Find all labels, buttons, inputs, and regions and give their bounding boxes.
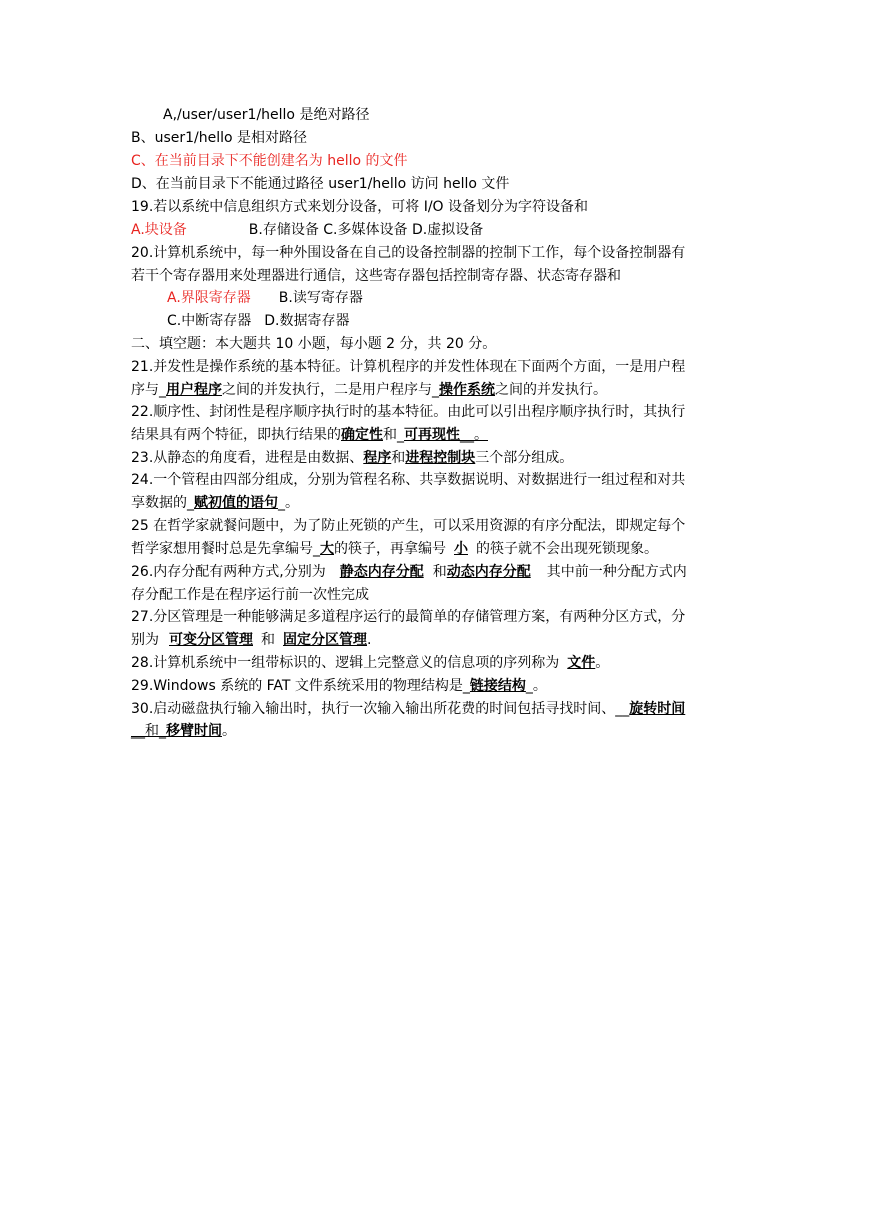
q30-text: 30.启动磁盘执行输入输出时，执行一次输入输出所花费的时间包括寻找时间、__ bbox=[131, 701, 630, 717]
q26-answer-2: 动态内存分配 bbox=[446, 564, 531, 580]
q23-text: 23.从静态的角度看，进程是由数据、 bbox=[131, 450, 364, 466]
q20-options-row2 bbox=[167, 310, 777, 333]
q29-text: 29.Windows 系统的 FAT 文件系统采用的物理结构是_ bbox=[131, 678, 470, 694]
q25-text: 哲学家想用餐时总是先拿编号_ bbox=[131, 541, 320, 557]
q19-stem: 19.若以系统中信息组织方式来划分设备，可将 I/O 设备划分为字符设备和 bbox=[131, 199, 589, 215]
q27-answer-2: 固定分区管理 bbox=[283, 632, 367, 648]
q23-text: 和 bbox=[391, 450, 406, 466]
q26-answer-1: 静态内存分配 bbox=[339, 564, 424, 580]
q20-option-c: C.中断寄存器 bbox=[167, 313, 252, 329]
q26-text: 26.内存分配有两种方式,分别为 bbox=[131, 564, 326, 580]
q21-text: 之间的并发执行。 bbox=[495, 382, 607, 398]
q25-text: 的筷子，再拿编号 bbox=[334, 541, 446, 557]
q21-text: 序与_ bbox=[131, 382, 166, 398]
q21-line2 bbox=[131, 379, 741, 402]
q20-option-a-answer: A.界限寄存器 bbox=[167, 290, 251, 306]
q28-text: 。 bbox=[595, 655, 610, 671]
q27-text: 和 bbox=[261, 632, 275, 648]
q22-line2 bbox=[131, 424, 741, 447]
q24-text: 享数据的_ bbox=[131, 495, 194, 511]
q25-text: 的筷子就不会出现死锁现象。 bbox=[476, 541, 658, 557]
q27-line2 bbox=[131, 629, 741, 652]
q24-line2 bbox=[131, 492, 741, 515]
q30-line1 bbox=[131, 698, 741, 721]
q30-text: 。 bbox=[222, 723, 236, 739]
q27-text: . bbox=[367, 632, 372, 648]
q28-text: 28.计算机系统中一组带标识的、逻辑上完整意义的信息项的序列称为 bbox=[131, 655, 560, 671]
q22-answer-1: 确定性 bbox=[341, 427, 383, 443]
q18-option-c-answer: C、在当前目录下不能创建名为 hello 的文件 bbox=[131, 153, 408, 169]
section-heading-fill-in: 二、填空题：本大题共 10 小题，每小题 2 分，共 20 分。 bbox=[131, 336, 497, 352]
q21-answer-1: 用户程序 bbox=[166, 382, 222, 398]
q26-text: 其中前一种分配方式内 bbox=[546, 564, 687, 580]
q18-option-a: A,/user/user1/hello 是绝对路径 bbox=[163, 107, 370, 123]
q22-text: __。 bbox=[460, 427, 488, 443]
q24-answer: 赋初值的语句 bbox=[194, 495, 278, 511]
q26-line2: 存分配工作是在程序运行前一次性完成 bbox=[131, 587, 369, 603]
q30-line2 bbox=[131, 720, 741, 743]
q20-stem-line1: 20.计算机系统中，每一种外围设备在自己的设备控制器的控制下工作，每个设备控制器有 bbox=[131, 245, 686, 261]
q21-text: 之间的并发执行，二是用户程序与_ bbox=[222, 382, 439, 398]
q20-option-b: B.读写寄存器 bbox=[278, 290, 363, 306]
q23-line bbox=[131, 447, 741, 470]
q21-answer-2: 操作系统 bbox=[439, 382, 495, 398]
q30-answer-2: 移臂时间 bbox=[166, 723, 222, 739]
q28-line bbox=[131, 652, 741, 675]
q19-other-options: B.存储设备 C.多媒体设备 D.虚拟设备 bbox=[248, 222, 484, 238]
q19-option-a-answer: A.块设备 bbox=[131, 222, 187, 238]
q24-text: _。 bbox=[278, 495, 299, 511]
q26-text: 和 bbox=[432, 564, 447, 580]
q30-text: __和_ bbox=[131, 723, 166, 739]
q22-text: 结果具有两个特征，即执行结果的 bbox=[131, 427, 341, 443]
q25-answer-2: 小 bbox=[454, 541, 468, 557]
q27-answer-1: 可变分区管理 bbox=[169, 632, 253, 648]
q27-text: 别为 bbox=[131, 632, 159, 648]
q28-answer: 文件 bbox=[567, 655, 596, 671]
q20-stem-line2: 若干个寄存器用来处理器进行通信，这些寄存器包括控制寄存器、状态寄存器和 bbox=[131, 268, 621, 284]
q25-answer-1: 大 bbox=[320, 541, 334, 557]
q23-answer-2: 进程控制块 bbox=[405, 450, 476, 466]
q23-text: 三个部分组成。 bbox=[475, 450, 574, 466]
q30-answer-1: 旋转时间 bbox=[629, 701, 686, 717]
q27-line1: 27.分区管理是一种能够满足多道程序运行的最简单的存储管理方案，有两种分区方式，分 bbox=[131, 609, 686, 625]
q26-line1 bbox=[131, 561, 741, 584]
q20-option-d: D.数据寄存器 bbox=[264, 313, 350, 329]
q29-line bbox=[131, 675, 741, 698]
q29-text: _。 bbox=[525, 678, 547, 694]
q18-option-b: B、user1/hello 是相对路径 bbox=[131, 130, 308, 146]
q22-line1: 22.顺序性、封闭性是程序顺序执行时的基本特征。由此可以引出程序顺序执行时，其执行 bbox=[131, 404, 686, 420]
q22-text: 和_ bbox=[383, 427, 404, 443]
q20-options-row1 bbox=[167, 287, 777, 310]
q24-line1: 24.一个管程由四部分组成，分别为管程名称、共享数据说明、对数据进行一组过程和对共 bbox=[131, 472, 686, 488]
q18-option-d: D、在当前目录下不能通过路径 user1/hello 访问 hello 文件 bbox=[131, 176, 510, 192]
q19-options bbox=[131, 219, 741, 242]
q25-line2 bbox=[131, 538, 741, 561]
q22-answer-2: 可再现性 bbox=[404, 427, 460, 443]
q23-answer-1: 程序 bbox=[363, 450, 392, 466]
q29-answer: 链接结构 bbox=[469, 678, 526, 694]
q25-line1: 25 在哲学家就餐问题中，为了防止死锁的产生，可以采用资源的有序分配法，即规定每个 bbox=[131, 518, 686, 534]
q21-line1: 21.并发性是操作系统的基本特征。计算机程序的并发性体现在下面两个方面，一是用户程 bbox=[131, 359, 686, 375]
